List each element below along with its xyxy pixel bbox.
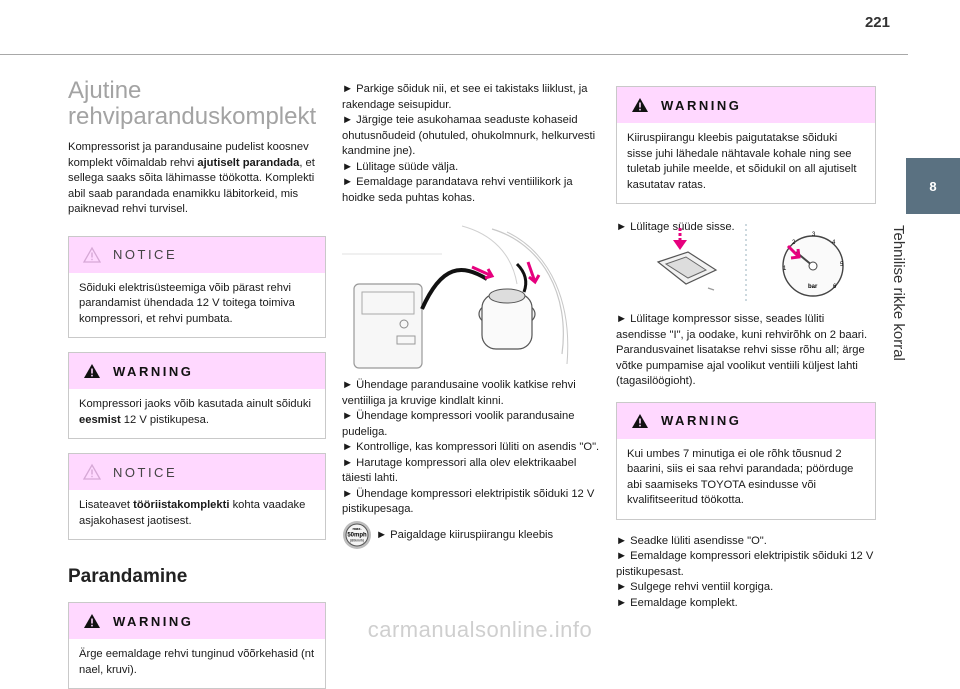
warning-label: WARNING [661,413,742,428]
warning-text-c: 12 V pistikupesa. [120,413,209,426]
step-sticker [342,520,600,550]
speed-icon-line1: max. [352,525,362,531]
warning-triangle-icon [631,413,649,429]
step-item: ► Sulgege rehvi ventiil korgiga. [616,581,774,593]
warning-label: WARNING [661,97,742,113]
warning-box-front-socket [68,352,326,439]
step-item: ► Parkige sõiduk nii, et see ei takistaks liiklust, ja rakendage seisupidur. [342,83,588,111]
warning-triangle-icon [631,97,649,113]
step-item: ► Kontrollige, kas kompressori lüliti on asendis "O". [342,441,600,453]
notice-triangle-icon [83,464,101,480]
gauge-tick-3: 3 [812,232,816,238]
warning-text: Ärge eemaldage rehvi tunginud võõrkehasid (nt nael, kruvi). [79,648,315,676]
notice-header [69,237,325,273]
step-item: ► Ühendage kompressori voolik parandusaine pudeliga. [342,410,575,438]
intro-text-bold: ajutiselt parandada [197,156,300,169]
notice-box-12v [68,236,326,339]
step-item: ► Harutage kompressori alla olev elektrikaabel täiesti lahti. [342,456,577,484]
notice-text: Sõiduki elektrisüsteemiga võib pärast rehvi parandamist ühendada 12 V toitega toimiva kompressori, et rehvi pumbata. [79,281,295,325]
speed-icon-line2: 50mph [347,532,367,538]
steps-finish [616,534,876,612]
steps-prepare [342,82,600,206]
page-number: 221 [864,14,890,31]
step-item: ► Eemaldage komplekt. [616,596,738,609]
step-item: ► Eemaldage parandatava rehvi ventiilikork ja hoidke seda puhtas kohas. [342,176,573,204]
notice-text-c: kohta vaadake asjakohasest jaotisest. [79,499,306,527]
warning-box-pressure [616,402,876,520]
warning-box-foreign-object [68,602,326,689]
chapter-tab[interactable]: 8 [906,158,960,214]
warning-text [69,389,325,438]
warning-header [617,87,875,123]
chapter-title-vertical [885,225,915,405]
gauge-tick-2: 2 [792,240,796,246]
column-middle-lower [342,378,600,550]
gauge-unit: bar [808,284,818,290]
gauge-tick-5: 5 [840,262,844,268]
step-item: ► Seadke lüliti asendisse "O". [616,534,767,547]
column-right-lower [616,312,876,611]
notice-text-bold: tööriistakomplekti [133,499,230,511]
step-item: ► Eemaldage kompressori elektripistik sõiduki 12 V pistikupesast. [616,550,874,578]
intro-text-a: Kompressorist ja parandusaine pudelist koosnev komplekt võimaldab rehvi [68,141,309,169]
gauge-tick-4: 4 [832,240,836,246]
chapter-title: Tehnilise rikke korral [890,225,907,361]
warning-header [69,353,325,389]
section-title-line2: rehviparanduskomplekt [68,103,317,130]
watermark: carmanualsonline.info [367,617,593,642]
warning-label: WARNING [113,613,194,629]
warning-text: Kui umbes 7 minutiga ei ole rõhk tõusnud 2 baarini, siis ei saa rehvi parandada; pöörduge abi saamiseks TOYOTA esindusse või kvalifitseeritud töökotta. [627,447,854,506]
step-item: ► Järgige teie asukohamaa seaduste kohaseid ohutusnõudeid (ohutuled, ohukolmnurk, helkurvesti kandmine jne). [342,114,596,157]
section-title [68,78,326,130]
notice-label: NOTICE [113,464,178,480]
steps-connect [342,378,600,550]
step-ignition-on: ► Lülitage süüde sisse. [616,221,735,233]
notice-header [69,454,325,490]
column-right [616,86,876,236]
warning-text-a: Kompressori jaoks võib kasutada ainult sõiduki [79,398,311,410]
warning-triangle-icon [83,363,101,379]
speed-limit-sticker-icon [342,520,372,550]
notice-label: NOTICE [113,247,178,262]
sticker-step-text: ► Paigaldage kiiruspiirangu kleebis [376,528,554,541]
warning-header [617,403,875,439]
notice-text-a: Lisateavet [79,499,134,511]
step-switch-on: ► Lülitage kompressor sisse, seades lüliti asendisse "I", ja oodake, kuni rehvirõhk on 2 baari. Parandusvainet lisatakse rehvi sisse rõhu all; ärge võtke pumpamise ajal voolikut ventiili küljest lahti (tagasilöögioht). [616,313,868,387]
warning-label: WARNING [113,363,194,379]
switch-and-gauge-illustration [628,222,868,302]
gauge-tick-1: 1 [783,266,787,272]
speed-icon-line3: (80km/h) [349,538,365,542]
warning-box-speed-sticker [616,86,876,204]
compressor-connection-illustration [342,224,572,372]
notice-text [69,490,325,539]
column-middle [342,78,600,206]
column-left [68,78,326,689]
gauge-tick-6: 6 [833,284,837,290]
warning-text-bold: eesmist [79,413,121,426]
intro-paragraph [68,140,326,218]
notice-triangle-icon [83,247,101,263]
step-item: ► Lülitage süüde välja. [342,160,459,173]
section-title-line1: Ajutine [68,77,142,104]
step-item: ► Ühendage kompressori elektripistik sõiduki 12 V pistikupesaga. [342,487,595,515]
top-divider [0,54,908,55]
notice-box-toolkit [68,453,326,540]
intro-text-c: , et sellega saaks sõita lähimasse töökotta. Komplekti abil saab parandada enamikku läbitorkeid, mis paiknevad rehvi turvisel. [68,156,315,215]
warning-text: Kiiruspiirangu kleebis paigutatakse sõiduki sisse juhi lähedale nähtavale kohale ning see tuletab juhile meelde, et sõidukil on all ajutiselt kasutatav ratas. [627,132,857,191]
step-item: ► Ühendage parandusaine voolik katkise rehvi ventiiliga ja kruvige kindlalt kinni. [342,379,576,407]
repair-heading: Parandamine [68,566,188,587]
